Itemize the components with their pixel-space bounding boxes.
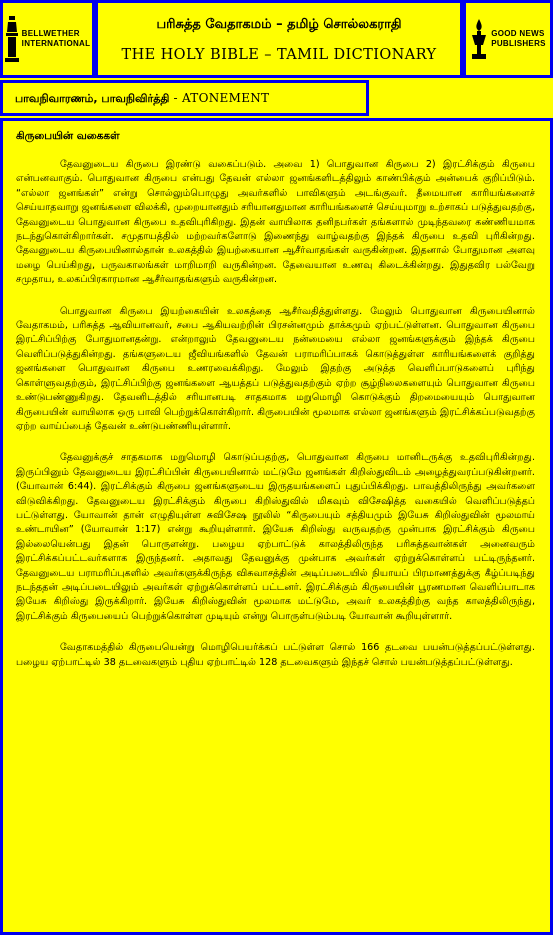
bellwether-logo-text	[22, 29, 91, 49]
topic-title-box	[0, 80, 369, 116]
topic-title-tamil: பாவநிவாரணம், பாவநிவிர்த்தி	[15, 92, 170, 105]
paragraph-1: தேவனுடைய கிருபை இரண்டு வகைப்படும். அவை 1) பொதுவான கிருபை 2) இரட்சிக்கும் கிருபை என்பனவாகும். பொதுவான கிருபை என்பது தேவன் எல்லா ஜனங்களிடத்திலும் காண்பிக்கும் அன்பைக் குறிப்பிடும். “எல்லா ஜனங்கள்” என்று சொல்லும்பொழுது அவர்களில் பாவிகளும் அடங்குவர். தீமையான காரியங்களைச் செய்யாதவாறு ஜனங்களை விலக்கி, முறையானதும் சரியானதுமான காரியங்களைச் செய்யுமாறு உற்சாகப் படுத்துவதற்கு, தேவனுடைய பொதுவான கிருபை உதவிபுரிகிறது. இதன் வாயிலாக தனிநபர்கள் தங்களால் முடிந்தவரை கண்ணியமாக நடந்துகொள்கிறார்கள். சமுதாயத்தில் மற்றவர்களோடு இணைந்து வாழ்வதற்கு இந்தக் கிருபை உதவி புரிகின்றது. தேவனுடைய கிருபையினால்தான் உலகத்தில் இயற்கையான ஆசீர்வாதங்கள் வருகின்றன. இதனால் போதுமான அளவு மழை பெய்கிறது, பருவகாலங்கள் மாறிமாறி வருகின்றன. தேவையான உணவு கிடைக்கின்றது. இதுதவிர பல்வேறு சமுதாய, உலகப்பிரகாரமான ஆசீர்வாதங்களும் வருகின்றன.	[16, 159, 535, 286]
lamp-icon	[470, 19, 488, 59]
header-title-tamil: பரிசுத்த வேதாகமம் – தமிழ் சொல்லகராதி	[156, 17, 402, 32]
good-news-logo-line-1: GOOD NEWS	[491, 29, 545, 38]
section-heading: கிருபையின் வகைகள்	[16, 130, 120, 142]
bellwether-logo	[5, 16, 91, 62]
bell-tower-icon	[5, 16, 19, 62]
topic-separator: -	[169, 91, 182, 105]
good-news-logo-box	[463, 0, 553, 78]
header-title-english: THE HOLY BIBLE – TAMIL DICTIONARY	[121, 47, 437, 63]
topic-title-english: ATONEMENT	[182, 91, 270, 105]
good-news-logo-line-2: PUBLISHERS	[491, 39, 546, 48]
paragraph-2: பொதுவான கிருபை இயற்கையின் உலகத்தை ஆசீர்வதித்துள்ளது. மேலும் பொதுவான கிருபையினால் வேதாகமம், பரிசுத்த ஆவியானவர், சபை ஆகியவற்றின் பிரசன்னமும் தாக்கமும் ஏற்பட்டுள்ளன. பொதுவான கிருபை இரட்சிப்பிற்கு போதுமானதன்று. என்றாலும் தேவனுடைய நன்மையை எல்லா ஜனங்களுக்கும் இந்தக் கிருபை வெளிப்படுத்துகின்றது. தங்களுடைய ஜீவியங்களில் தேவன் பராமரிப்பாகக் கொடுத்துள்ள காரியங்களைக் குறித்து ஜனங்களை பொதுவான கிருபை உணரவைக்கிறது. மேலும் இதற்கு அடுத்த வெளிப்பாடுகளைப் புரிந்து கொள்ளுவதற்கும், இரட்சிப்பிற்கு ஜனங்களை ஆயத்தப் படுத்துவதற்கும் ஏற்ற சூழ்நிலைகளையும் பொதுவான கிருபை உண்டுபண்ணுகிறது. தேவனிடத்தில் சரியானபடி சாதகமாக மறுமொழி கொடுக்கும் திறமையையும் பொதுவான கிருபையின் வாயிலாக ஒரு பாவி பெற்றுக்கொள்கிறார். கிருபையின் மூலமாக எல்லா ஜனங்களும் இரட்சிக்கப்படுவதற்கு ஏற்ற வாய்ப்பைத் தேவன் உண்டுபண்ணியுள்ளார்.	[16, 305, 535, 432]
paragraph-3: தேவனுக்குச் சாதகமாக மறுமொழி கொடுப்பதற்கு, பொதுவான கிருபை மானிடருக்கு உதவிபுரிகின்றது. இருப்பினும் தேவனுடைய இரட்சிப்பின் கிருபையினால் மட்டுமே ஜனங்கள் கிறிஸ்துவிடம் அழைத்துவரப்படுகின்றனர். (யோவான் 6:44). இரட்சிக்கும் கிருபை ஜனங்களுடைய இருதயங்களைப் புதுப்பிக்கிறது. பாவத்திலிருந்து அவர்களை விடுவிக்கிறது. தேவனுடைய இரட்சிக்கும் கிருபை கிறிஸ்துவில் மிகவும் விசேஷித்த வகையில் வெளிப்படுத்தப் பட்டுள்ளது. யோவான் தான் எழுதியுள்ள சுவிசேஷ நூலில் “கிருபையும் சத்தியமும் இயேசு கிறிஸ்துவின் மூலமாய் உண்டாயின” (யோவான் 1:17) என்று கூறியுள்ளார். இயேசு கிறிஸ்து வருவதற்கு முன்பாக இரட்சிக்கும் கிருபை இல்லையென்பது இதன் பொருளன்று. பழைய ஏற்பாட்டுக் காலத்திலிருந்த பரிசுத்தவான்கள் அனைவரும் இரட்சிக்கப்பட்டவர்களாக இருந்தனர். அதாவது தேவனுக்கு முன்பாக அவர்கள் ஏற்றுக்கொள்ளப் பட்டிருந்தனர். தேவனுடைய பராமரிப்புகளில் அவர்களுக்கிருந்த விசுவாசத்தின் அடிப்படையில் நியாயப் பிரமாணத்துக்கு கீழ்ப்படிந்து நடந்ததன் அடிப்படையிலும் அவர்கள் ஏற்றுக்கொள்ளப் பட்டனர். இரட்சிக்கும் கிருபையின் பூரணமான வெளிப்பாடாக இயேசு கிறிஸ்து இருக்கிறார். இயேசு கிறிஸ்துவின் மூலமாக மட்டுமே, அவர் உலகத்திற்கு வந்த காலத்திலிருந்து, இரட்சிக்கும் கிருபையைப் பெற்றுக்கொள்ள முடியும் என்று பொருள்படும்படி யோவான் கூறியுள்ளார்.	[16, 452, 535, 622]
content-box	[0, 118, 553, 935]
page-header	[95, 0, 463, 78]
good-news-logo-text	[491, 29, 546, 49]
good-news-logo	[470, 19, 546, 59]
bellwether-logo-line-1: BELLWETHER	[21, 29, 80, 38]
paragraph-4: வேதாகமத்தில் கிருபையென்று மொழிபெயர்க்கப் பட்டுள்ள சொல் 166 தடவை பயன்படுத்தப்பட்டுள்ளது. பழைய ஏற்பாட்டில் 38 தடவைகளும் புதிய ஏற்பாட்டில் 128 தடவைகளும் இந்தச் சொல் பயன்படுத்தப்பட்டுள்ளது.	[16, 642, 535, 668]
bellwether-logo-line-2: INTERNATIONAL	[21, 39, 91, 48]
bellwether-logo-box	[0, 0, 95, 78]
